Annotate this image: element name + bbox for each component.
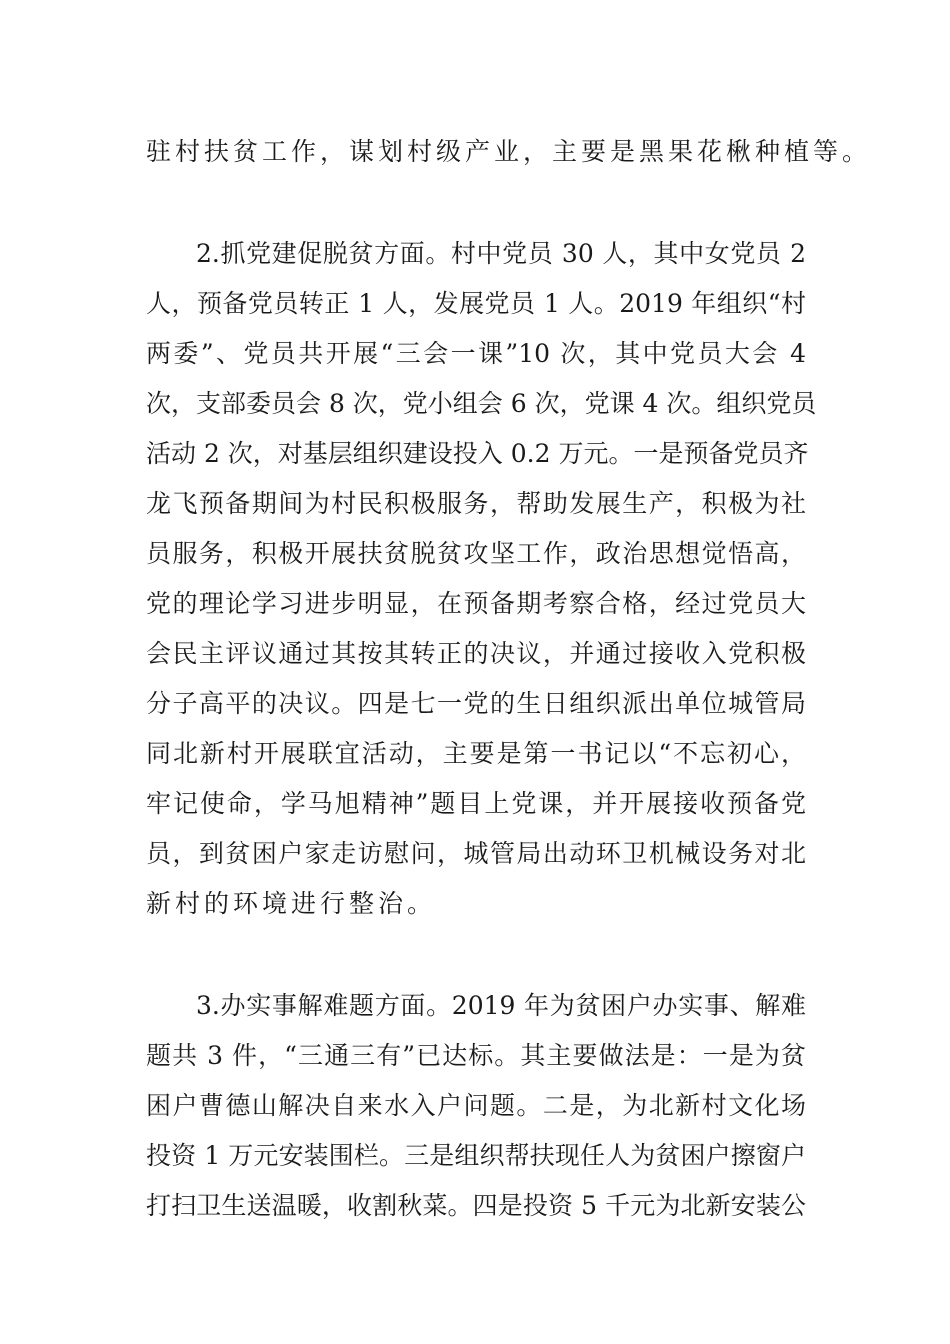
paragraph-line: 两委”、党员共开展“三会一课”10 次，其中党员大会 4 [146, 339, 806, 368]
paragraph-line: 新村的环境进行整治。 [146, 889, 437, 918]
paragraph-line: 投资 1 万元安装围栏。三是组织帮扶现任人为贫困户擦窗户 [146, 1141, 806, 1170]
paragraph-line: 员服务，积极开展扶贫脱贫攻坚工作，政治思想觉悟高， [146, 539, 806, 568]
paragraph-line: 困户曹德山解决自来水入户问题。二是，为北新村文化场 [146, 1091, 806, 1120]
paragraph-line: 龙飞预备期间为村民积极服务，帮助发展生产，积极为社 [146, 489, 806, 518]
paragraph-line: 3.办实事解难题方面。2019 年为贫困户办实事、解难 [196, 991, 806, 1020]
paragraph-line: 同北新村开展联宜活动，主要是第一书记以“不忘初心， [146, 739, 806, 768]
paragraph-line: 打扫卫生送温暖，收割秋菜。四是投资 5 千元为北新安装公 [146, 1191, 806, 1220]
paragraph-line: 驻村扶贫工作，谋划村级产业，主要是黑果花楸种植等。 [146, 137, 872, 166]
paragraph-line: 党的理论学习进步明显，在预备期考察合格，经过党员大 [146, 589, 806, 618]
paragraph-line: 活动 2 次，对基层组织建设投入 0.2 万元。一是预备党员齐 [146, 439, 809, 468]
paragraph-line: 会民主评议通过其按其转正的决议，并通过接收入党积极 [146, 639, 806, 668]
paragraph-line: 次，支部委员会 8 次，党小组会 6 次，党课 4 次。组织党员 [146, 389, 817, 418]
paragraph-line: 员，到贫困户家走访慰问，城管局出动环卫机械设务对北 [146, 839, 806, 868]
paragraph-line: 人，预备党员转正 1 人，发展党员 1 人。2019 年组织“村 [146, 289, 806, 318]
paragraph-line: 题共 3 件，“三通三有”已达标。其主要做法是：一是为贫 [146, 1041, 806, 1070]
paragraph-line: 分子高平的决议。四是七一党的生日组织派出单位城管局 [146, 689, 806, 718]
paragraph-line: 2.抓党建促脱贫方面。村中党员 30 人，其中女党员 2 [196, 239, 806, 268]
paragraph-line: 牢记使命，学马旭精神”题目上党课，并开展接收预备党 [146, 789, 806, 818]
